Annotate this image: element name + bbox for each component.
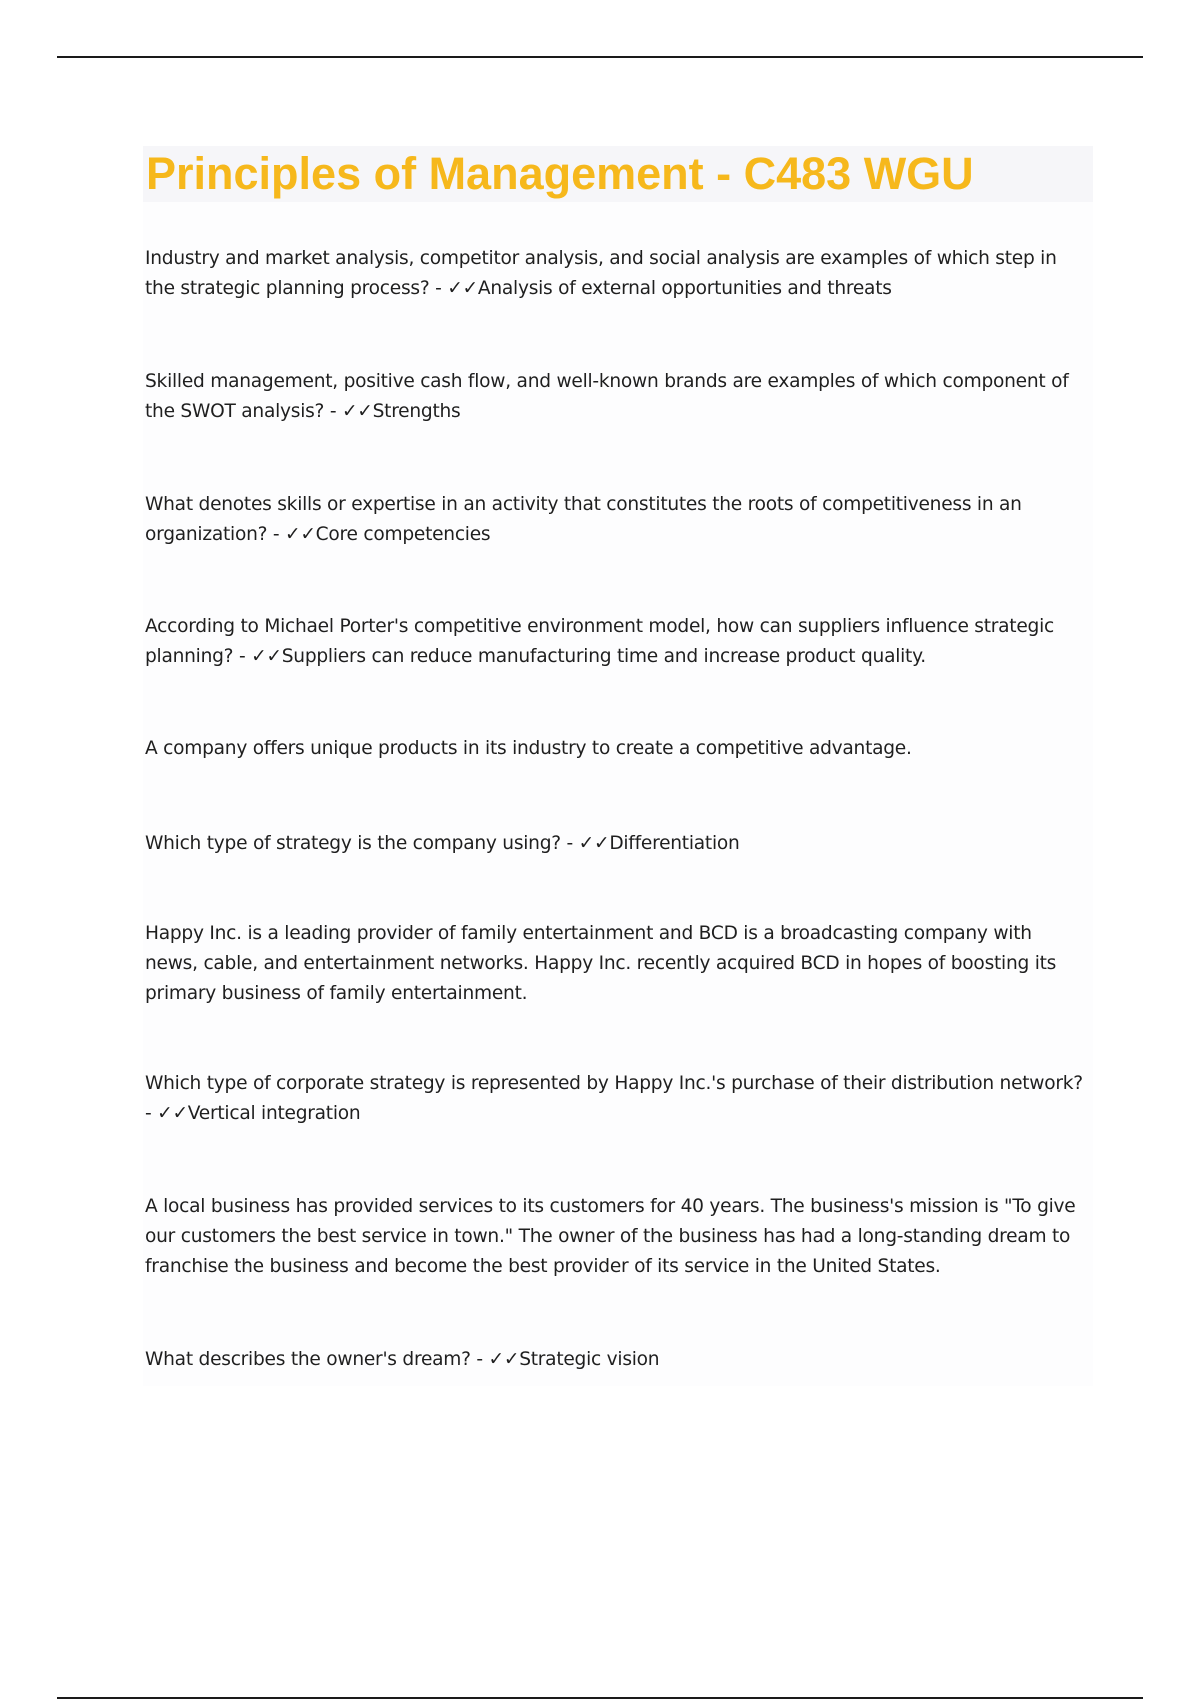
question-6: Which type of corporate strategy is represented by Happy Inc.'s purchase of their distribution network? - ✓✓Vertical integration — [145, 1073, 1083, 1124]
question-3: What denotes skills or expertise in an activity that constitutes the roots of competitiveness in an organization? - ✓✓Core competencies — [145, 494, 1022, 545]
question-7: What describes the owner's dream? - ✓✓Strategic vision — [145, 1349, 660, 1370]
scenario-1: A company offers unique products in its industry to create a competitive advantage. — [145, 738, 912, 759]
top-rule — [57, 56, 1143, 58]
question-4: According to Michael Porter's competitive environment model, how can suppliers influence strategic planning? - ✓✓Suppliers can reduce manufacturing time and increase product quality. — [145, 616, 1054, 667]
question-2: Skilled management, positive cash flow, and well-known brands are examples of which component of the SWOT analysis? - ✓✓Strengths — [145, 371, 1069, 422]
scenario-3: A local business has provided services to its customers for 40 years. The business's mission is "To give our customers the best service in town." The owner of the business has had a long-standing dream to franchise the business and become the best provider of its service in the United States. — [145, 1196, 1076, 1277]
question-5: Which type of strategy is the company using? - ✓✓Differentiation — [145, 833, 740, 854]
scenario-2: Happy Inc. is a leading provider of family entertainment and BCD is a broadcasting company with news, cable, and entertainment networks. Happy Inc. recently acquired BCD in hopes of boosting its primary business of family entertainment. — [145, 923, 1057, 1004]
page-title: Principles of Management - C483 WGU — [146, 148, 974, 199]
bottom-rule — [57, 1697, 1143, 1699]
document-body — [143, 146, 1093, 1386]
question-1: Industry and market analysis, competitor analysis, and social analysis are examples of which step in the strategic planning process? - ✓✓Analysis of external opportunities and threats — [145, 248, 1057, 299]
title-band — [143, 146, 1093, 202]
